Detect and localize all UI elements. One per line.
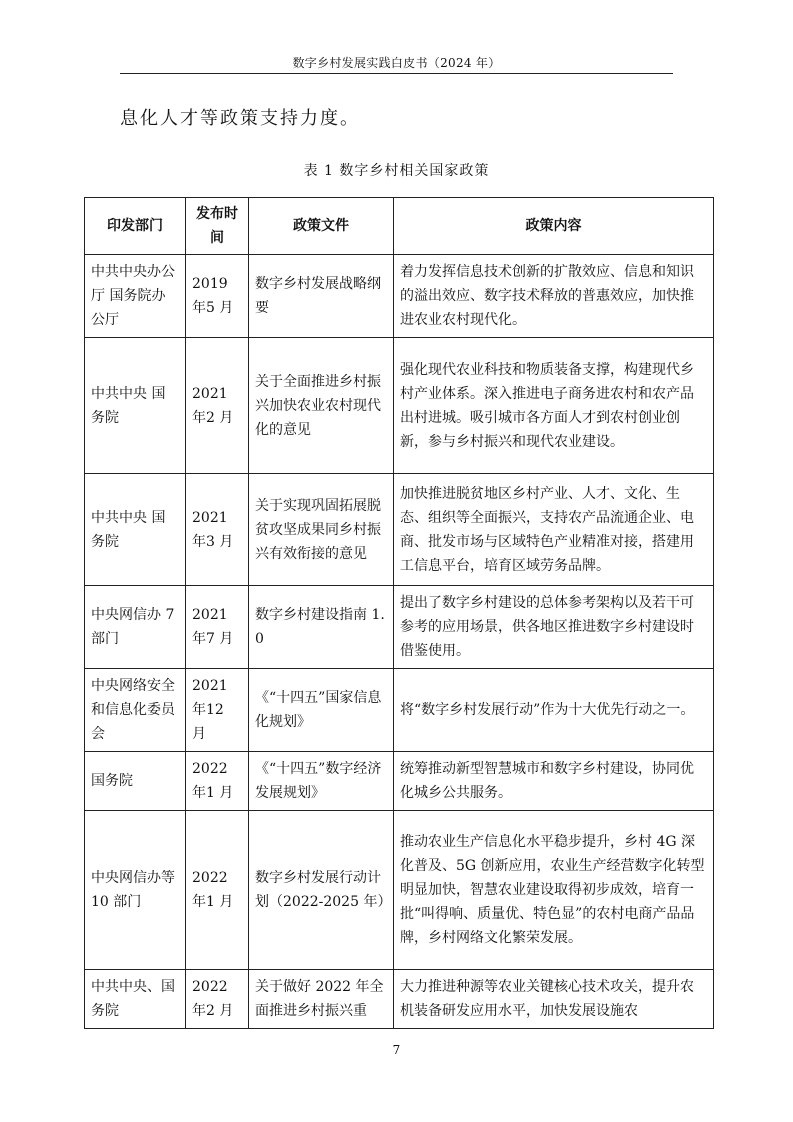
cell-doc: 《“十四五”数字经济发展规划》 [249,752,394,811]
table-row [85,811,714,970]
header-doc: 政策文件 [249,198,394,255]
table-row [85,255,714,338]
cell-date: 2021 年12 月 [186,669,249,752]
page-number: 7 [392,1043,401,1057]
header-date: 发布时间 [186,198,249,255]
cell-date: 2019 年5 月 [186,255,249,338]
cell-content: 加快推进脱贫地区乡村产业、人才、文化、生态、组织等全面振兴，支持农产品流通企业、电商、批发市场与区域特色产业精准对接，搭建用工信息平台，培育区域劳务品牌。 [394,474,714,586]
cell-content: 提出了数字乡村建设的总体参考架构以及若干可参考的应用场景，供各地区推进数字乡村建设时借鉴使用。 [394,586,714,669]
cell-date: 2022 年1 月 [186,752,249,811]
table-row [85,752,714,811]
table-row [85,970,714,1029]
cell-dept: 中共中央 国务院 [85,338,186,474]
header-rule [120,73,673,74]
table-row [85,586,714,669]
table-caption: 表 1 数字乡村相关国家政策 [303,163,490,179]
table-row [85,474,714,586]
cell-doc: 数字乡村发展战略纲要 [249,255,394,338]
policy-table [84,197,714,1029]
table-row [85,669,714,752]
table-header-row [85,198,714,255]
cell-date: 2021 年7 月 [186,586,249,669]
cell-dept: 中央网络安全和信息化委员会 [85,669,186,752]
cell-dept: 国务院 [85,752,186,811]
cell-doc: 数字乡村建设指南 1.0 [249,586,394,669]
continued-paragraph: 息化人才等政策支持力度。 [120,108,360,129]
cell-date: 2021 年3 月 [186,474,249,586]
cell-content: 将“数字乡村发展行动”作为十大优先行动之一。 [394,669,714,752]
table-row [85,338,714,474]
cell-date: 2021 年2 月 [186,338,249,474]
cell-dept: 中共中央办公厅 国务院办公厅 [85,255,186,338]
cell-content: 大力推进种源等农业关键核心技术攻关，提升农机装备研发应用水平，加快发展设施农 [394,970,714,1029]
cell-content: 推动农业生产信息化水平稳步提升，乡村 4G 深化普及、5G 创新应用，农业生产经营数字化转型明显加快，智慧农业建设取得初步成效，培育一批“叫得响、质量优、特色显”的农村电商产品品牌，乡村网络文化繁荣发展。 [394,811,714,970]
cell-dept: 中央网信办 7 部门 [85,586,186,669]
cell-date: 2022 年1 月 [186,811,249,970]
running-header: 数字乡村发展实践白皮书（2024 年） [292,56,501,70]
header-content: 政策内容 [394,198,714,255]
cell-dept: 中央网信办等 10 部门 [85,811,186,970]
cell-date: 2022 年2 月 [186,970,249,1029]
cell-content: 强化现代农业科技和物质装备支撑，构建现代乡村产业体系。深入推进电子商务进农村和农产品出村进城。吸引城市各方面人才到农村创业创新，参与乡村振兴和现代农业建设。 [394,338,714,474]
cell-dept: 中共中央 国务院 [85,474,186,586]
cell-dept: 中共中央、国务院 [85,970,186,1029]
cell-doc: 关于全面推进乡村振兴加快农业农村现代化的意见 [249,338,394,474]
cell-doc: 关于做好 2022 年全面推进乡村振兴重 [249,970,394,1029]
cell-doc: 关于实现巩固拓展脱贫攻坚成果同乡村振兴有效衔接的意见 [249,474,394,586]
cell-content: 统筹推动新型智慧城市和数字乡村建设，协同优化城乡公共服务。 [394,752,714,811]
cell-doc: 《“十四五”国家信息化规划》 [249,669,394,752]
cell-doc: 数字乡村发展行动计划（2022-2025 年） [249,811,394,970]
header-dept: 印发部门 [85,198,186,255]
cell-content: 着力发挥信息技术创新的扩散效应、信息和知识的溢出效应、数字技术释放的普惠效应，加快推进农业农村现代化。 [394,255,714,338]
